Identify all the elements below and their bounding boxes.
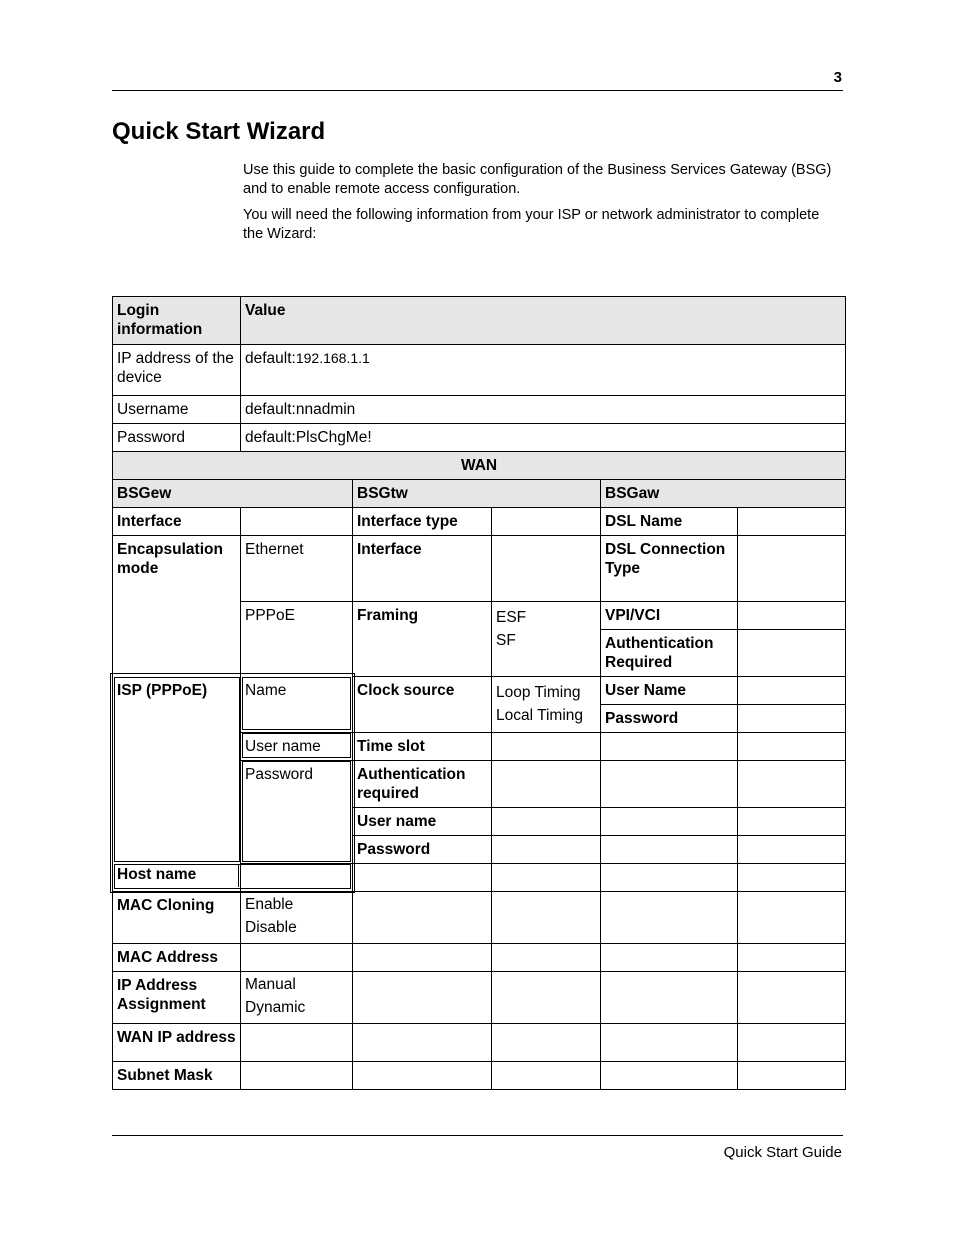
bsgaw-user-name-label: User Name: [601, 677, 738, 705]
bsgaw-dsl-name-value: [738, 508, 846, 536]
subnet-mask-value: [241, 1062, 353, 1090]
table-cell-empty: [601, 864, 738, 892]
wan-ip-label: WAN IP address: [113, 1024, 241, 1062]
bsgew-interface-label: Interface: [113, 508, 241, 536]
encapsulation-mode-label: Encapsulation mode: [113, 536, 241, 677]
bsgtw-auth-required-label: Authentication required: [353, 761, 492, 808]
table-row: [113, 892, 846, 944]
table-cell-empty: [601, 808, 738, 836]
table-cell-empty: [738, 1062, 846, 1090]
ip-assignment-label: IP Address Assignment: [113, 972, 241, 1024]
ip-address-value: default:192.168.1.1: [241, 345, 846, 396]
password-label: Password: [113, 424, 241, 452]
bsgew-header: BSGew: [113, 480, 353, 508]
table-cell-empty: [738, 972, 846, 1024]
table-cell-empty: [738, 761, 846, 808]
bsgaw-auth-required-label: Authentication Required: [601, 630, 738, 677]
framing-options: [492, 602, 601, 677]
table-cell-empty: [738, 1024, 846, 1062]
bsgaw-header: BSGaw: [601, 480, 846, 508]
login-header-row: [113, 297, 846, 345]
vpi-vci-label: VPI/VCI: [601, 602, 738, 630]
time-slot-value: [492, 733, 601, 761]
bsgtw-interface-value: [492, 536, 601, 602]
framing-option-sf: SF: [496, 632, 516, 649]
bsgaw-dsl-name-label: DSL Name: [601, 508, 738, 536]
bsgtw-password-value: [492, 836, 601, 864]
isp-user-name-label: User name: [241, 733, 353, 761]
footer-rule: [112, 1135, 843, 1136]
table-cell-empty: [601, 836, 738, 864]
table-cell-empty: [353, 1062, 492, 1090]
table-cell-empty: [601, 892, 738, 944]
bsgaw-password-value: [738, 705, 846, 733]
table-cell-empty: [738, 864, 846, 892]
table-cell-empty: [492, 944, 601, 972]
mac-address-label: MAC Address: [113, 944, 241, 972]
value-header: Value: [241, 297, 846, 345]
table-cell-empty: [492, 972, 601, 1024]
framing-label: Framing: [353, 602, 492, 677]
time-slot-label: Time slot: [353, 733, 492, 761]
encap-option-ethernet: Ethernet: [241, 536, 353, 602]
ip-address-row: [113, 345, 846, 396]
table-cell-empty: [492, 892, 601, 944]
table-cell-empty: [738, 808, 846, 836]
password-row: [113, 424, 846, 452]
bsgtw-user-name-value: [492, 808, 601, 836]
bsgtw-interface-label: Interface: [353, 536, 492, 602]
bsgaw-user-name-value: [738, 677, 846, 705]
mac-cloning-options: [241, 892, 353, 944]
footer-title: Quick Start Guide: [723, 1144, 842, 1161]
header-rule: [112, 90, 843, 91]
table-cell-empty: [601, 733, 738, 761]
table-cell-empty: [738, 836, 846, 864]
host-name-label: Host name: [117, 866, 197, 883]
wan-header-row: [113, 452, 846, 480]
page-number: 3: [833, 69, 842, 86]
table-cell-empty: [601, 972, 738, 1024]
bsgew-interface-value: [241, 508, 353, 536]
mac-cloning-disable: Disable: [245, 919, 297, 936]
encap-option-pppoe: PPPoE: [241, 602, 353, 677]
variant-header-row: [113, 480, 846, 508]
wan-ip-value: [241, 1024, 353, 1062]
table-cell-empty: [601, 944, 738, 972]
table-row: [113, 677, 846, 705]
ip-assignment-dynamic: Dynamic: [245, 999, 306, 1016]
host-name-value: [241, 864, 353, 892]
isp-pppoe-label: ISP (PPPoE): [113, 677, 241, 892]
table-cell-empty: [738, 944, 846, 972]
isp-password-label: Password: [241, 761, 353, 864]
mac-cloning-label: MAC Cloning: [113, 892, 241, 944]
page-title: Quick Start Wizard: [112, 118, 326, 145]
table-cell-empty: [492, 864, 601, 892]
vpi-vci-value: [738, 602, 846, 630]
dsl-connection-type-value: [738, 536, 846, 602]
username-value: default:nnadmin: [241, 396, 846, 424]
table-cell-empty: [353, 944, 492, 972]
clock-option-local: Local Timing: [496, 707, 584, 724]
framing-option-esf: ESF: [496, 609, 527, 626]
mac-address-value: [241, 944, 353, 972]
table-cell-empty: [492, 1024, 601, 1062]
table-cell-empty: [738, 733, 846, 761]
wan-header: WAN: [113, 452, 846, 480]
table-row: [113, 944, 846, 972]
table-cell-empty: [601, 1024, 738, 1062]
table-cell-empty: [492, 1062, 601, 1090]
ip-assignment-manual: Manual: [245, 976, 296, 993]
bsgtw-interface-type-label: Interface type: [353, 508, 492, 536]
isp-name-label: Name: [241, 677, 353, 733]
clock-source-label: Clock source: [353, 677, 492, 733]
table-cell-empty: [601, 761, 738, 808]
table-row: [113, 972, 846, 1024]
mac-cloning-enable: Enable: [245, 896, 294, 913]
table-cell-empty: [353, 892, 492, 944]
clock-option-loop: Loop Timing: [496, 684, 581, 701]
table-row: [113, 1062, 846, 1090]
username-row: [113, 396, 846, 424]
ip-address-label: IP address of the device: [113, 345, 241, 396]
intro-paragraph-1: Use this guide to complete the basic configuration of the Business Services Gateway (BSG) and to enable remote access configuration.: [243, 162, 832, 197]
username-label: Username: [113, 396, 241, 424]
ip-assignment-options: [241, 972, 353, 1024]
dsl-connection-type-label: DSL Connection Type: [601, 536, 738, 602]
table-cell-empty: [353, 864, 492, 892]
table-row: [113, 536, 846, 602]
bsgtw-password-label: Password: [353, 836, 492, 864]
clock-options: [492, 677, 601, 733]
wizard-info-table: [112, 296, 846, 1090]
bsgtw-interface-type-value: [492, 508, 601, 536]
table-cell-empty: [353, 972, 492, 1024]
table-row: [113, 1024, 846, 1062]
intro-paragraph-2: You will need the following information from your ISP or network administrator to complete the Wizard:: [243, 207, 820, 242]
bsgaw-auth-required-value: [738, 630, 846, 677]
password-value: default:PlsChgMe!: [241, 424, 846, 452]
login-info-header: Login information: [113, 297, 241, 345]
table-row: [113, 508, 846, 536]
table-cell-empty: [353, 1024, 492, 1062]
bsgtw-header: BSGtw: [353, 480, 601, 508]
table-cell-empty: [738, 892, 846, 944]
bsgtw-auth-required-value: [492, 761, 601, 808]
table-cell-empty: [601, 1062, 738, 1090]
bsgaw-password-label: Password: [601, 705, 738, 733]
bsgtw-user-name-label: User name: [353, 808, 492, 836]
subnet-mask-label: Subnet Mask: [113, 1062, 241, 1090]
